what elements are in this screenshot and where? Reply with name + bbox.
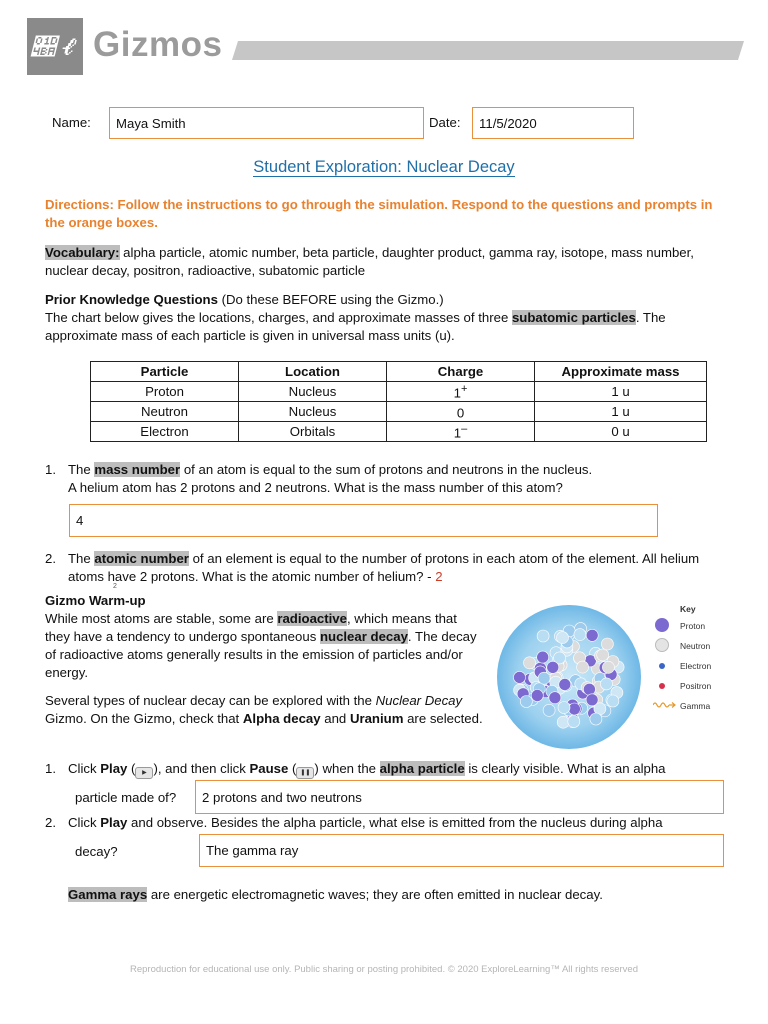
table-row <box>91 402 707 422</box>
warmup-question-2-text <box>68 814 735 832</box>
q1-text-b: of an atom is equal to the sum of protons and neutrons in the nucleus. <box>180 462 593 477</box>
cell-particle: Electron <box>91 422 239 442</box>
question-number: 2. <box>45 815 56 830</box>
wq1-d: ( <box>288 761 297 776</box>
warmup-question-2 <box>45 814 735 832</box>
vocabulary <box>45 244 725 280</box>
play-button-icon: ▶ <box>135 767 153 779</box>
wq1-b: ( <box>127 761 136 776</box>
vocabulary-text: alpha particle, atomic number, beta particle, daughter product, gamma ray, isotope, mass number, nuclear decay, positron, radioactive, subatomic particle <box>45 245 694 278</box>
question-1 <box>45 461 735 497</box>
cell-mass: 1 u <box>535 382 707 402</box>
explorelearning-logo <box>27 18 83 75</box>
gamma-text: are energetic electromagnetic waves; they are often emitted in nuclear decay. <box>147 887 603 902</box>
charge-value: 1 <box>453 425 462 441</box>
key-label: Positron <box>680 681 712 691</box>
nucleon <box>557 716 569 728</box>
nucleon <box>524 657 536 669</box>
legend-key <box>655 604 712 721</box>
nucleon <box>520 696 532 708</box>
nucleon <box>547 661 559 673</box>
date-value: 11/5/2020 <box>479 115 537 131</box>
prior-heading: Prior Knowledge Questions <box>45 292 218 307</box>
question-2-text <box>68 550 735 586</box>
warmup-p1-a: While most atoms are stable, some are <box>45 611 278 626</box>
q2-text-a: The <box>68 551 95 566</box>
answer-box-warmup-q1[interactable] <box>195 780 724 814</box>
key-label: Electron <box>680 661 712 671</box>
gamma-note <box>68 886 748 904</box>
q1-term: mass number <box>94 462 181 477</box>
warmup-heading: Gizmo Warm-up <box>45 593 146 608</box>
electron-dot-icon <box>659 663 665 669</box>
proton-dot-icon <box>655 618 669 632</box>
stray-mark: 2 <box>113 583 117 590</box>
table-header-row <box>91 362 707 382</box>
prior-text-b: . The approximate mass of each particle is given in universal mass units (u). <box>45 310 666 343</box>
neutron-dot-icon <box>655 638 669 652</box>
question-2 <box>45 550 735 586</box>
warmup-p1-b: , which means that they have a tendency to undergo spontaneous <box>45 611 457 644</box>
nucleon <box>602 661 614 673</box>
warmup-p1-c: . The decay of radioactive atoms generally results in the emission of particles and/or energy. <box>45 629 477 680</box>
gamma-term: Gamma rays <box>68 887 148 902</box>
table-header: Charge <box>387 362 535 382</box>
footer: Reproduction for educational use only. Public sharing or posting prohibited. © 2020 ExploreLearning™ All rights reserved <box>130 964 638 975</box>
nucleon <box>568 703 580 715</box>
date-field[interactable] <box>472 107 634 139</box>
cell-location: Nucleus <box>239 402 387 422</box>
warmup-p2-d: are selected. <box>403 711 483 726</box>
charge-value: 1 <box>453 385 461 401</box>
question-number: 1. <box>45 462 56 477</box>
name-value: Maya Smith <box>116 115 186 131</box>
warmup-p2-c: and <box>320 711 350 726</box>
nucleon <box>577 661 589 673</box>
brand-name: Gizmos <box>93 25 223 64</box>
nucleon <box>597 649 609 661</box>
nucleon <box>514 671 526 683</box>
table-row <box>91 382 707 402</box>
date-label: Date: <box>429 115 461 130</box>
q1-text-a: The <box>68 462 95 477</box>
prior-knowledge <box>45 291 725 345</box>
answer-box-q1[interactable] <box>69 504 658 537</box>
warmup-term-radioactive: radioactive <box>277 611 347 626</box>
cell-mass: 0 u <box>535 422 707 442</box>
key-title: Key <box>680 604 696 614</box>
name-field[interactable] <box>109 107 424 139</box>
nucleon <box>586 694 598 706</box>
wq1-e: ) when the <box>314 761 380 776</box>
nucleon <box>601 638 613 650</box>
charge-value: 0 <box>456 405 465 421</box>
key-item-electron <box>655 661 712 681</box>
nucleon <box>601 678 613 690</box>
warmup-paragraph-2 <box>45 692 485 728</box>
nucleon <box>574 629 586 641</box>
warmup-p2-italic: Nuclear Decay <box>375 693 463 708</box>
nucleon <box>537 651 549 663</box>
cell-location: Orbitals <box>239 422 387 442</box>
nucleon <box>559 679 571 691</box>
nucleon <box>538 672 550 684</box>
prior-text-a: The chart below gives the locations, charges, and approximate masses of three <box>45 310 512 325</box>
warmup-p2-a: Several types of nuclear decay can be explored with the <box>45 693 376 708</box>
wq1-term: alpha particle <box>379 761 465 776</box>
prior-heading-note: (Do these BEFORE using the Gizmo.) <box>217 292 444 307</box>
question-1-text <box>68 461 735 497</box>
prior-term: subatomic particles <box>511 310 636 325</box>
charge-sign: + <box>460 382 468 395</box>
wq1-c: ), and then click <box>153 761 250 776</box>
pause-button-icon: ❚❚ <box>296 767 314 779</box>
table-header: Approximate mass <box>535 362 707 382</box>
warmup-alpha-decay: Alpha decay <box>242 711 321 726</box>
nucleon <box>557 632 569 644</box>
cell-location: Nucleus <box>239 382 387 402</box>
nucleon <box>549 692 561 704</box>
positron-dot-icon <box>659 683 665 689</box>
gamma-wave-icon <box>653 701 677 709</box>
cell-particle: Proton <box>91 382 239 402</box>
key-label: Gamma <box>680 701 711 711</box>
wq1-f: is clearly visible. What is an alpha <box>464 761 666 776</box>
nucleon <box>590 713 602 725</box>
warmup-q1-continuation: particle made of? <box>75 790 177 805</box>
wq1-a: Click <box>68 761 101 776</box>
nucleon <box>558 702 570 714</box>
cell-particle: Neutron <box>91 402 239 422</box>
warmup-section <box>45 592 485 682</box>
cell-charge <box>387 402 535 422</box>
header-bar <box>232 41 744 60</box>
wq1-play: Play <box>100 761 128 776</box>
answer-warmup-q2: The gamma ray <box>206 843 299 858</box>
q2-term: atomic number <box>94 551 189 566</box>
key-item-gamma <box>655 701 711 721</box>
vocabulary-label: Vocabulary: <box>45 245 120 260</box>
charge-sign: – <box>461 422 468 435</box>
answer-box-warmup-q2[interactable] <box>199 834 724 867</box>
wq2-b: and observe. Besides the alpha particle, what else is emitted from the nucleus during alpha <box>127 815 663 830</box>
table-row <box>91 422 707 442</box>
nucleon <box>543 704 555 716</box>
cell-charge <box>387 382 535 402</box>
key-item-neutron <box>655 641 711 661</box>
warmup-question-1-text <box>68 760 735 779</box>
nucleon <box>586 629 598 641</box>
nucleon <box>607 695 619 707</box>
warmup-question-1 <box>45 760 735 779</box>
answer-q2: 2 <box>435 569 443 584</box>
particle-table <box>90 361 707 442</box>
answer-warmup-q1: 2 protons and two neutrons <box>202 789 362 805</box>
directions: Directions: Follow the instructions to go through the simulation. Respond to the questions and prompts in the orange boxes. <box>45 197 713 230</box>
wq2-play: Play <box>100 815 128 830</box>
nucleon <box>583 683 595 695</box>
nucleon <box>537 630 549 642</box>
key-item-positron <box>655 681 712 701</box>
atom-nucleus-image <box>496 604 642 750</box>
question-number: 1. <box>45 761 56 776</box>
key-label: Proton <box>680 621 706 631</box>
key-label: Neutron <box>680 641 711 651</box>
wq1-pause: Pause <box>249 761 289 776</box>
warmup-uranium: Uranium <box>349 711 404 726</box>
table-header: Particle <box>91 362 239 382</box>
wq2-a: Click <box>68 815 101 830</box>
cell-charge <box>387 422 535 442</box>
warmup-q2-continuation: decay? <box>75 844 118 859</box>
nucleon <box>531 690 543 702</box>
q2-text-b: of an element is equal to the number of protons in each atom of the element. All helium atoms have 2 protons. What is the atomic number of helium? - <box>68 551 700 584</box>
nucleon <box>568 716 580 728</box>
q1-text-c: A helium atom has 2 protons and 2 neutrons. What is the mass number of this atom? <box>68 480 563 495</box>
table-header: Location <box>239 362 387 382</box>
logo-glyph: 𝒺𝓁 <box>31 32 79 61</box>
page-title <box>0 158 768 177</box>
warmup-p2-b: Gizmo. On the Gizmo, check that <box>45 711 243 726</box>
answer-q1: 4 <box>76 513 84 528</box>
page-title-text: Student Exploration: Nuclear Decay <box>253 158 515 176</box>
question-number: 2. <box>45 551 56 566</box>
cell-mass: 1 u <box>535 402 707 422</box>
warmup-term-nuclear-decay: nuclear decay <box>319 629 408 644</box>
name-label: Name: <box>52 115 91 130</box>
